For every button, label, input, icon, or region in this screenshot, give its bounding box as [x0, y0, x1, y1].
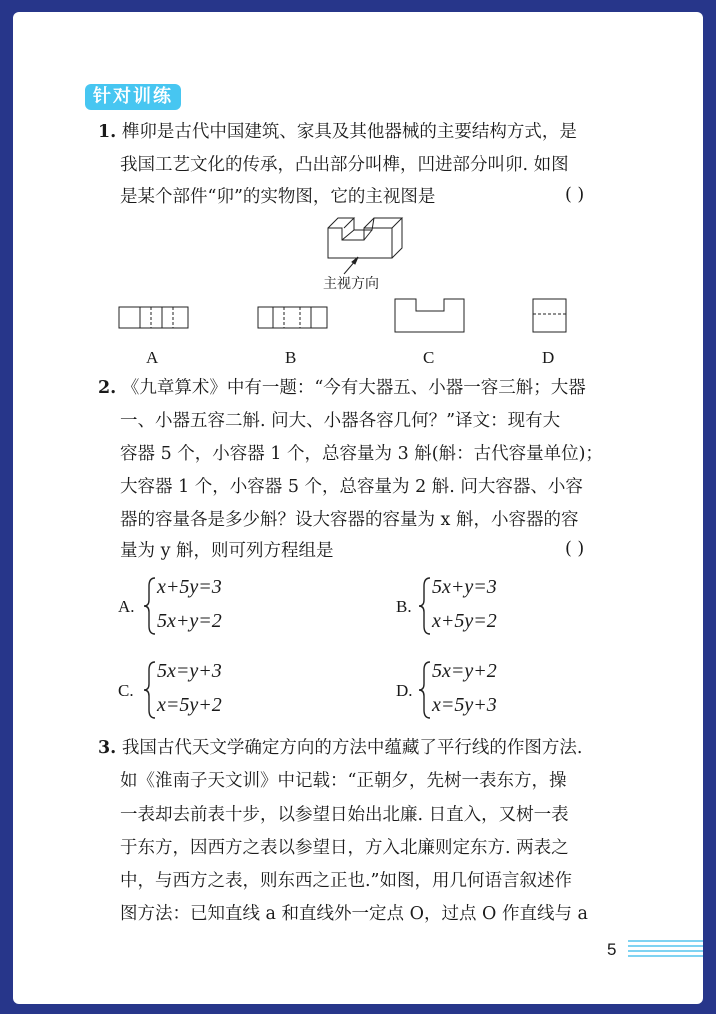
- option-d-label: D.: [396, 681, 413, 700]
- option-c-eq-2: x=5y+2: [157, 694, 222, 716]
- q1-line-2: 我国工艺文化的传承，凸出部分叫榫，凹进部分叫卯. 如图: [120, 155, 569, 175]
- q2-line-4: 大容器 1 个，小容器 5 个，总容量为 2 斛. 问大容器、小容: [120, 477, 583, 497]
- choice-b-view: [257, 306, 329, 330]
- q3-number: 3.: [98, 738, 117, 758]
- q1-number: 1.: [98, 122, 117, 142]
- option-a-eq-2: 5x+y=2: [157, 610, 222, 632]
- q2-line-2: 一、小器五容二斛. 问大、小器各容几何？”译文：现有大: [120, 411, 561, 431]
- option-b-label: B.: [396, 597, 412, 616]
- q2-line-5: 器的容量各是多少斛？设大容器的容量为 x 斛，小容器的容: [120, 510, 579, 530]
- q2-text-1: 《九章算术》中有一题：“今有大器五、小器一容三斛；大器: [121, 378, 586, 398]
- decor-stripe: [628, 940, 703, 942]
- q2-line-3: 容器 5 个，小容器 1 个，总容量为 3 斛(斛：古代容量单位)；: [120, 444, 603, 464]
- option-b-eq-2: x+5y=2: [432, 610, 497, 632]
- q3-line-2: 如《淮南子天文训》中记载：“正朝夕，先树一表东方，操: [120, 771, 567, 791]
- option-a-label: A.: [118, 597, 135, 616]
- decor-stripe: [628, 955, 703, 957]
- choice-b-label: B: [285, 348, 297, 367]
- q3-text-1: 我国古代天文学确定方向的方法中蕴藏了平行线的作图方法.: [121, 738, 583, 758]
- q3-line-1: [98, 738, 582, 758]
- front-view-label: 主视方向: [323, 276, 379, 292]
- q3-line-6: 图方法：已知直线 a 和直线外一定点 O，过点 O 作直线与 a: [120, 904, 588, 924]
- option-d-eq-1: 5x=y+2: [432, 660, 497, 682]
- q3-line-5: 中，与西方之表，则东西之正也.”如图，用几何语言叙述作: [120, 871, 573, 891]
- option-b-eq-1: 5x+y=3: [432, 576, 497, 598]
- option-d-eq-2: x=5y+3: [432, 694, 497, 716]
- q2-line-6: 量为 y 斛，则可列方程组是: [120, 541, 334, 561]
- q1-line-1: [98, 122, 577, 142]
- choice-a-view: [118, 306, 190, 330]
- q2-number: 2.: [98, 378, 117, 398]
- option-c-eq-1: 5x=y+3: [157, 660, 222, 682]
- option-c-label: C.: [118, 681, 134, 700]
- q1-line-3: 是某个部件“卯”的实物图，它的主视图是: [120, 187, 436, 207]
- q1-answer-blank: ( ): [565, 185, 585, 205]
- q3-line-3: 一表却去前表十步，以参望日始出北廉. 日直入，又树一表: [120, 805, 569, 825]
- section-tag: 针对训练: [85, 84, 181, 110]
- decor-stripe: [628, 945, 703, 947]
- choice-c-label: C: [423, 348, 435, 367]
- option-a-eq-1: x+5y=3: [157, 576, 222, 598]
- q2-answer-blank: ( ): [565, 539, 585, 559]
- q3-line-4: 于东方，因西方之表以参望日，方入北廉则定东方. 两表之: [120, 838, 569, 858]
- decor-stripe: [628, 950, 703, 952]
- q2-line-1: [98, 378, 586, 398]
- choice-a-label: A: [146, 348, 159, 367]
- choice-d-label: D: [542, 348, 555, 367]
- page-number: 5: [607, 940, 617, 959]
- choice-d-view: [532, 298, 568, 334]
- q1-text-1: 榫卯是古代中国建筑、家具及其他器械的主要结构方式，是: [121, 122, 577, 142]
- choice-c-view: [394, 298, 466, 334]
